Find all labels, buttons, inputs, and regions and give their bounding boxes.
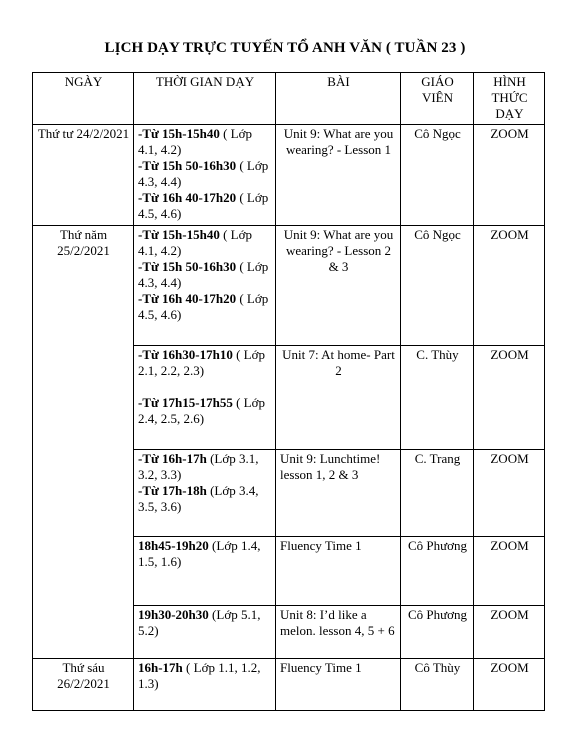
lesson-cell: Unit 9: Lunchtime! lesson 1, 2 & 3 — [276, 450, 401, 537]
day-cell: Thứ tư 24/2/2021 — [33, 125, 134, 226]
form-cell: ZOOM — [474, 346, 545, 450]
time-cell — [134, 659, 276, 711]
time-cell — [134, 346, 276, 450]
form-cell: ZOOM — [474, 450, 545, 537]
time-slot: -Từ 15h 50-16h30 ( Lớp 4.3, 4.4) — [138, 158, 269, 189]
time-slot: -Từ 15h 50-16h30 ( Lớp 4.3, 4.4) — [138, 259, 269, 290]
lesson-cell: Fluency Time 1 — [276, 659, 401, 711]
page-title: LỊCH DẠY TRỰC TUYẾN TỔ ANH VĂN ( TUẦN 23 ) — [104, 40, 466, 56]
teacher-cell: Cô Ngọc — [401, 125, 474, 226]
header-lesson: BÀI — [276, 73, 401, 125]
teacher-cell: C. Trang — [401, 450, 474, 537]
form-cell: ZOOM — [474, 659, 545, 711]
header-day: NGÀY — [33, 73, 134, 125]
time-cell — [134, 226, 276, 346]
teacher-cell: Cô Phương — [401, 606, 474, 659]
time-slot: -Từ 15h-15h40 ( Lớp 4.1, 4.2) — [138, 227, 252, 258]
form-cell: ZOOM — [474, 226, 545, 346]
form-cell: ZOOM — [474, 606, 545, 659]
lesson-cell: Fluency Time 1 — [276, 537, 401, 606]
table-row — [33, 659, 545, 711]
time-slot: 18h45-19h20 (Lớp 1.4, 1.5, 1.6) — [138, 538, 261, 569]
time-slot: -Từ 15h-15h40 ( Lớp 4.1, 4.2) — [138, 126, 252, 157]
header-row — [33, 73, 545, 125]
time-slot: -Từ 16h 40-17h20 ( Lớp 4.5, 4.6) — [138, 190, 269, 221]
teacher-cell: Cô Phương — [401, 537, 474, 606]
lesson-cell: Unit 7: At home- Part 2 — [276, 346, 401, 450]
time-slot: -Từ 16h30-17h10 ( Lớp 2.1, 2.2, 2.3) — [138, 347, 265, 378]
time-slot: 19h30-20h30 (Lớp 5.1, 5.2) — [138, 607, 261, 638]
time-slot: -Từ 16h 40-17h20 ( Lớp 4.5, 4.6) — [138, 291, 269, 322]
teacher-cell: Cô Thùy — [401, 659, 474, 711]
teacher-cell: Cô Ngọc — [401, 226, 474, 346]
schedule-table — [32, 72, 545, 711]
day-cell: Thứ sáu 26/2/2021 — [33, 659, 134, 711]
time-cell — [134, 537, 276, 606]
form-cell: ZOOM — [474, 125, 545, 226]
form-cell: ZOOM — [474, 537, 545, 606]
day-cell: Thứ năm 25/2/2021 — [33, 226, 134, 659]
time-slot: -Từ 17h15-17h55 ( Lớp 2.4, 2.5, 2.6) — [138, 395, 265, 426]
table-row — [33, 125, 545, 226]
header-form: HÌNH THỨC DẠY — [474, 73, 545, 125]
time-slot: -Từ 17h-18h (Lớp 3.4, 3.5, 3.6) — [138, 483, 259, 514]
lesson-cell: Unit 9: What are you wearing? - Lesson 2 & 3 — [276, 226, 401, 346]
header-time: THỜI GIAN DẠY — [134, 73, 276, 125]
lesson-cell: Unit 8: I’d like a melon. lesson 4, 5 + 6 — [276, 606, 401, 659]
header-teacher: GIÁO VIÊN — [401, 73, 474, 125]
time-cell — [134, 125, 276, 226]
time-cell — [134, 606, 276, 659]
lesson-cell: Unit 9: What are you wearing? - Lesson 1 — [276, 125, 401, 226]
time-slot: -Từ 16h-17h (Lớp 3.1, 3.2, 3.3) — [138, 451, 259, 482]
table-row — [33, 226, 545, 346]
time-cell — [134, 450, 276, 537]
time-slot: 16h-17h ( Lớp 1.1, 1.2, 1.3) — [138, 660, 261, 691]
teacher-cell: C. Thùy — [401, 346, 474, 450]
